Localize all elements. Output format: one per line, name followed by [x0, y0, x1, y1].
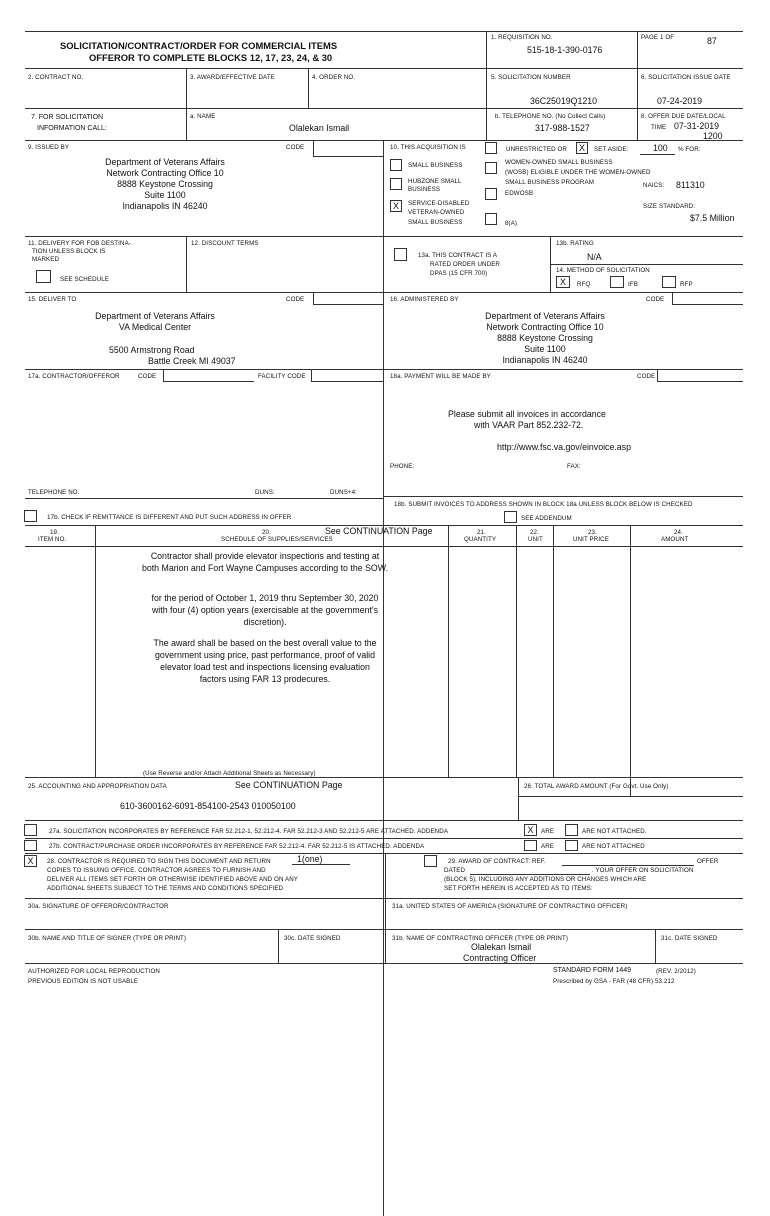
eight-a-checkbox[interactable]: [485, 213, 497, 225]
sig-31c-label: 31c. DATE SIGNED: [661, 935, 718, 942]
footer-revision: (REV. 2/2012): [656, 968, 696, 975]
rating-value: N/A: [587, 252, 602, 262]
contractor-code-box[interactable]: [163, 370, 254, 382]
rfp-label: RFP: [680, 281, 693, 288]
invoice-instruction2: with VAAR Part 852.232-72.: [474, 420, 584, 430]
einvoice-url[interactable]: http://www.fsc.va.gov/einvoice.asp: [497, 442, 631, 452]
remittance-label: 17b. CHECK IF REMITTANCE IS DIFFERENT AND PUT SUCH ADDRESS IN OFFER: [47, 514, 292, 521]
admin-code-box[interactable]: [672, 293, 743, 305]
27a-are-checkbox[interactable]: X: [524, 824, 537, 836]
sig-31a-label: 31a. UNITED STATES OF AMERICA (SIGNATURE OF CONTRACTING OFFICER): [392, 903, 628, 910]
footer-prescribed: Prescribed by GSA - FAR (48 CFR) 53.212: [553, 978, 675, 985]
ifb-checkbox[interactable]: [610, 276, 624, 288]
ifb-label: IFB: [628, 281, 638, 288]
offer-due-date: 07-31-2019: [674, 121, 719, 131]
rfq-label: RFQ: [577, 281, 591, 288]
29-line1: 29. AWARD OF CONTRACT: REF.: [448, 858, 546, 865]
sdvosb-checkbox[interactable]: X: [390, 200, 402, 212]
offer-due-time: 1200: [703, 131, 723, 141]
small-business-label: SMALL BUSINESS: [408, 162, 463, 169]
issued-code-box[interactable]: [313, 141, 383, 157]
issue-date-label: 6. SOLICITATION ISSUE DATE: [641, 74, 731, 81]
payment-label: 18a. PAYMENT WILL BE MADE BY: [390, 373, 491, 380]
size-standard-label: SIZE STANDARD:: [643, 203, 696, 210]
28-line4: ADDITIONAL SHEETS SUBJECT TO THE TERMS AND CONDITIONS SPECIFIED: [47, 885, 284, 892]
29-line3: (BLOCK 5), INCLUDING ANY ADDITIONS OR CHANGES WHICH ARE: [444, 876, 647, 883]
page-total: 87: [707, 36, 717, 46]
for-info-label: 7. FOR SOLICITATION: [31, 114, 104, 121]
invoice-instruction1: Please submit all invoices in accordance: [448, 409, 606, 419]
col-amount-label: AMOUNT: [661, 536, 689, 543]
telephone-label: b. TELEPHONE NO. (No Collect Calls): [495, 113, 606, 120]
27a-checkbox[interactable]: [24, 824, 37, 836]
edwosb-checkbox[interactable]: [485, 188, 497, 200]
administered-by-address: Department of Veterans Affairs Network Contracting Office 10 8888 Keystone Crossing Suite 1100 Indianapolis IN 46240: [485, 311, 605, 365]
wosb-label1: WOMEN-OWNED SMALL BUSINESS: [505, 159, 613, 166]
payment-code-box[interactable]: [657, 370, 743, 382]
sig-30b-label: 30b. NAME AND TITLE OF SIGNER (TYPE OR PRINT): [28, 935, 187, 942]
delivery-label3: MARKED: [32, 256, 60, 263]
size-standard: $7.5 Million: [690, 213, 735, 223]
wosb-label3: SMALL BUSINESS PROGRAM: [505, 179, 594, 186]
hubzone-label2: BUSINESS: [408, 186, 441, 193]
percent-for-label: % FOR:: [678, 146, 701, 153]
contractor-code-label: CODE: [138, 373, 157, 380]
contact-name: Olalekan Ismail: [289, 123, 350, 133]
28-copies: 1(one): [297, 854, 323, 864]
delivery-label1: 11. DELIVERY FOR FOB DESTINA-: [28, 240, 131, 247]
29-your-offer: . YOUR OFFER ON SOLICITATION: [592, 867, 694, 874]
submit-invoices-label: 18b. SUBMIT INVOICES TO ADDRESS SHOWN IN BLOCK 18a UNLESS BLOCK BELOW IS CHECKED: [394, 501, 693, 508]
facility-code-label: FACILITY CODE: [258, 373, 306, 380]
sdvosb-label1: SERVICE-DISABLED: [408, 200, 470, 207]
form-title-line2: OFFEROR TO COMPLETE BLOCKS 12, 17, 23, 24, & 30: [89, 52, 333, 63]
deliver-code-label: CODE: [286, 296, 305, 303]
schedule-description-2: for the period of October 1, 2019 thru September 30, 2020 with four (4) option years (exercisable at the government's discretion).: [151, 593, 379, 627]
schedule-description-3: The award shall be based on the best overall value to the government using price, past performance, proof of valid elevator load test and inspections licensing evaluation factors using FAR 13 prodecures.: [153, 638, 377, 684]
payment-code-label: CODE: [637, 373, 656, 380]
naics-label: NAICS:: [643, 182, 665, 189]
name-label: a. NAME: [190, 113, 216, 120]
col-unit-price-label: UNIT PRICE: [573, 536, 609, 543]
issued-by-address: Department of Veterans Affairs Network Contracting Office 10 8888 Keystone Crossing Suite 1100 Indianapolis IN 46240: [105, 157, 225, 211]
see-schedule-label: SEE SCHEDULE: [60, 276, 109, 283]
deliver-street: 5500 Armstrong Road: [109, 345, 195, 355]
accounting-data: 610-3600162-6091-854100-2543 010050100: [120, 801, 296, 811]
telephone-number: 317-988-1527: [535, 123, 590, 133]
eight-a-label: 8(A): [505, 220, 518, 227]
col-unit-num: 22.: [530, 529, 539, 536]
duns4-label: DUNS+4:: [330, 489, 358, 496]
schedule-description-1: Contractor shall provide elevator inspections and testing at both Marion and Fort Wayne Campuses according to the SOW.: [141, 551, 389, 573]
sdvosb-label3: SMALL BUSINESS: [408, 219, 463, 226]
footer-previous-edition: PREVIOUS EDITION IS NOT USABLE: [28, 978, 139, 985]
rfp-checkbox[interactable]: [662, 276, 676, 288]
set-aside-checkbox[interactable]: X: [576, 142, 588, 154]
deliver-to-label: 15. DELIVER TO: [28, 296, 77, 303]
28-line1: 28. CONTRACTOR IS REQUIRED TO SIGN THIS DOCUMENT AND RETURN: [47, 858, 271, 865]
see-continuation-page: See CONTINUATION Page: [325, 526, 433, 536]
see-schedule-checkbox[interactable]: [36, 270, 51, 283]
reverse-note: (Use Reverse and/or Attach Additional Sheets as Necessary): [143, 770, 316, 777]
29-line4: SET FORTH HEREIN IS ACCEPTED AS TO ITEMS:: [444, 885, 593, 892]
deliver-to-address: Department of Veterans Affairs VA Medical Center: [95, 311, 215, 332]
rated-order-label1: 13a. THIS CONTRACT IS A: [418, 252, 498, 259]
28-line3: DELIVER ALL ITEMS SET FORTH OR OTHERWISE IDENTIFIED ABOVE AND ON ANY: [47, 876, 299, 883]
sdvosb-label2: VETERAN-OWNED: [408, 209, 465, 216]
29-dated: DATED: [444, 867, 466, 874]
27b-checkbox[interactable]: [24, 840, 37, 851]
requisition-number: 515-18-1-390-0176: [527, 45, 603, 55]
edwosb-label: EDWOSB: [505, 190, 534, 197]
unrestricted-checkbox[interactable]: [485, 142, 497, 154]
sig-31b-label: 31b. NAME OF CONTRACTING OFFICER (TYPE OR PRINT): [392, 935, 568, 942]
col-quantity-num: 21.: [477, 529, 486, 536]
administered-by-label: 16. ADMINISTERED BY: [390, 296, 459, 303]
form-title-line1: SOLICITATION/CONTRACT/ORDER FOR COMMERCIAL ITEMS: [60, 40, 338, 51]
telephone-no-label: TELEPHONE NO.: [28, 489, 80, 496]
phone-label: PHONE:: [390, 463, 415, 470]
27a-are-label: ARE: [541, 828, 555, 835]
footer-standard-form: STANDARD FORM 1449: [553, 967, 632, 974]
time-label: TIME: [651, 124, 667, 131]
28-checkbox[interactable]: X: [24, 855, 37, 867]
27a-label: 27a. SOLICITATION INCORPORATES BY REFERENCE FAR 52.212-1, 52.212-4. FAR 52.212-3 AND 52.212-5 ARE ATTACHED. ADDENDA: [49, 828, 449, 835]
set-aside-label: SET ASIDE:: [594, 146, 629, 153]
accounting-label: 25. ACCOUNTING AND APPROPRIATION DATA: [28, 783, 167, 790]
deliver-code-box[interactable]: [313, 293, 383, 305]
method-label: 14. METHOD OF SOLICITATION: [556, 267, 650, 274]
deliver-city: Battle Creek MI 49037: [148, 356, 236, 366]
small-business-checkbox[interactable]: [390, 159, 402, 171]
col-item-label: ITEM NO.: [38, 536, 67, 543]
contract-no-label: 2. CONTRACT NO.: [28, 74, 84, 81]
hubzone-label1: HUBZONE SMALL: [408, 178, 462, 185]
offer-due-label: 8. OFFER DUE DATE/LOCAL: [641, 113, 726, 120]
see-addendum-label: SEE ADDENDUM: [521, 515, 572, 522]
wosb-checkbox[interactable]: [485, 162, 497, 174]
27b-are-checkbox[interactable]: [524, 840, 537, 851]
remittance-checkbox[interactable]: [24, 510, 37, 522]
solicitation-number-label: 5. SOLICITATION NUMBER: [491, 74, 571, 81]
footer-authorized: AUTHORIZED FOR LOCAL REPRODUCTION: [28, 968, 160, 975]
for-info-label2: INFORMATION CALL:: [37, 125, 107, 132]
27b-are-label: ARE: [541, 843, 555, 850]
sig-30a-label: 30a. SIGNATURE OF OFFEROR/CONTRACTOR: [28, 903, 169, 910]
col-amount-num: 24.: [674, 529, 683, 536]
facility-code-box[interactable]: [311, 370, 383, 382]
naics-code: 811310: [676, 180, 705, 190]
total-award-label: 26. TOTAL AWARD AMOUNT (For Govt. Use Only): [524, 783, 669, 790]
issued-by-label: 9. ISSUED BY: [28, 144, 70, 151]
27a-not-attached-label: ARE NOT ATTACHED.: [582, 828, 647, 835]
27a-not-attached-checkbox[interactable]: [565, 824, 578, 836]
issued-code-label: CODE: [286, 144, 305, 151]
requisition-label: 1. REQUISITION NO.: [491, 34, 553, 41]
officer-name: Olalekan Ismail: [471, 942, 532, 952]
rated-order-label3: DPAS (15 CFR 700): [430, 270, 488, 277]
issue-date: 07-24-2019: [657, 96, 702, 106]
col-unit-price-num: 23.: [588, 529, 597, 536]
officer-title: Contracting Officer: [463, 953, 537, 963]
col-schedule-label: SCHEDULE OF SUPPLIES/SERVICES: [221, 536, 333, 543]
acquisition-label: 10. THIS ACQUISITION IS: [390, 144, 466, 151]
admin-code-label: CODE: [646, 296, 665, 303]
duns-label: DUNS:: [255, 489, 275, 496]
col-schedule-num: 20.: [262, 529, 271, 536]
27b-label: 27b. CONTRACT/PURCHASE ORDER INCORPORATES BY REFERENCE FAR 52.212-4. FAR 52.212-5 IS ATTACHED. ADDENDA: [49, 843, 425, 850]
col-unit-label: UNIT: [528, 536, 543, 543]
delivery-label2: TION UNLESS BLOCK IS: [32, 248, 106, 255]
unrestricted-label: UNRESTRICTED OR: [506, 146, 567, 153]
award-date-label: 3. AWARD/EFFECTIVE DATE: [190, 74, 275, 81]
rated-order-checkbox[interactable]: [394, 248, 407, 261]
hubzone-checkbox[interactable]: [390, 178, 402, 190]
rfq-checkbox[interactable]: X: [556, 276, 570, 288]
fax-label: FAX:: [567, 463, 581, 470]
29-offer: OFFER: [697, 858, 719, 865]
27b-not-attached-checkbox[interactable]: [565, 840, 578, 851]
contractor-label: 17a. CONTRACTOR/OFFEROR: [28, 373, 120, 380]
order-no-label: 4. ORDER NO.: [312, 74, 356, 81]
col-quantity-label: QUANTITY: [464, 536, 497, 543]
28-line2: COPIES TO ISSUING OFFICE. CONTRACTOR AGREES TO FURNISH AND: [47, 867, 266, 874]
rating-label: 13b. RATING: [556, 240, 594, 247]
29-checkbox[interactable]: [424, 855, 437, 867]
page-label: PAGE 1 OF: [641, 34, 675, 41]
27b-not-attached-label: ARE NOT ATTACHED: [582, 843, 645, 850]
sig-30c-label: 30c. DATE SIGNED: [284, 935, 341, 942]
accounting-see-continuation: See CONTINUATION Page: [235, 780, 343, 790]
wosb-label2: (WOSB) ELIGIBLE UNDER THE WOMEN-OWNED: [505, 169, 651, 176]
rated-order-label2: RATED ORDER UNDER: [430, 261, 500, 268]
discount-terms-label: 12. DISCOUNT TERMS: [191, 240, 259, 247]
addendum-checkbox[interactable]: [504, 511, 517, 523]
solicitation-number: 36C25019Q1210: [530, 96, 598, 106]
set-aside-percent: 100: [653, 143, 668, 153]
col-item-num: 19.: [50, 529, 59, 536]
